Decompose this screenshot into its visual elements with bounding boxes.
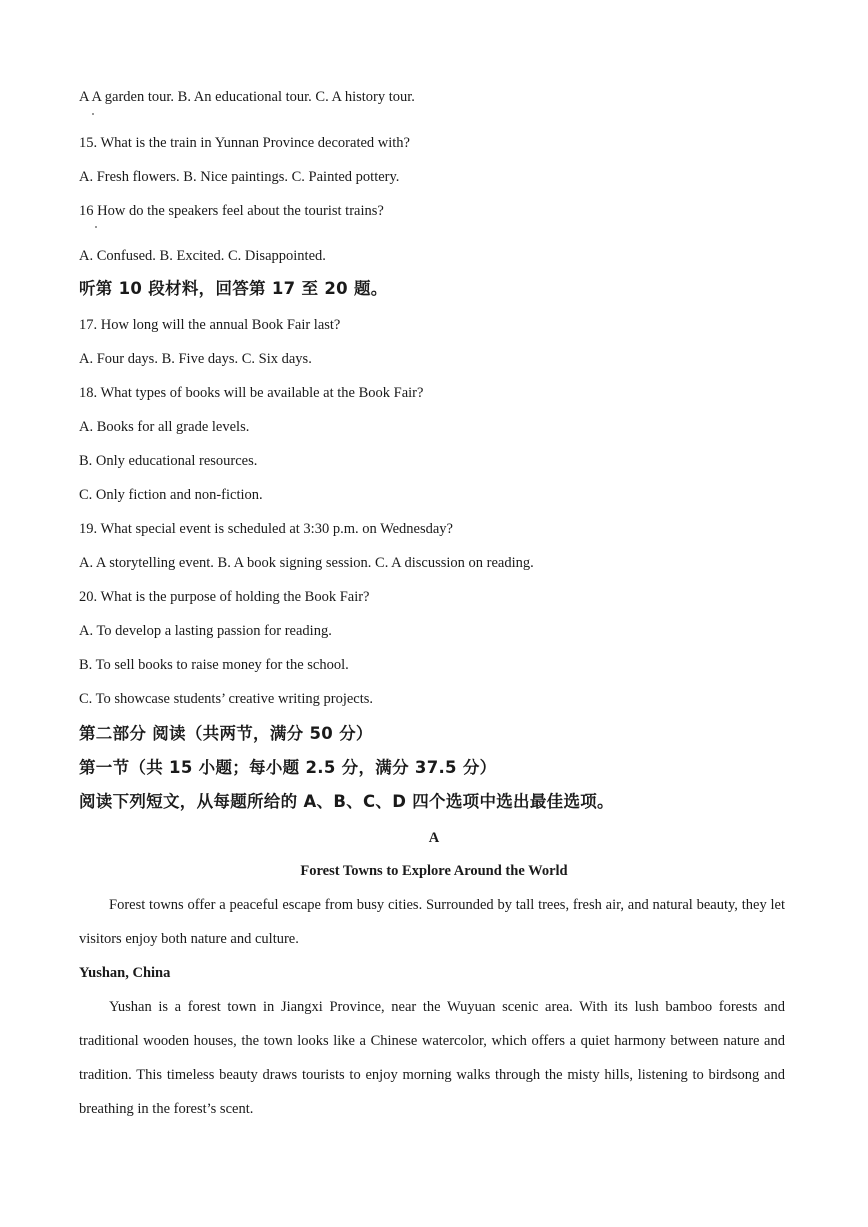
q20-question: 20. What is the purpose of holding the Book Fair? bbox=[79, 589, 370, 605]
q19-options: A. A storytelling event. B. A book signing session. C. A discussion on reading. bbox=[79, 555, 534, 571]
passage-intro: Forest towns offer a peaceful escape from busy cities. Surrounded by tall trees, fresh air, and natural beauty, they let visitors enjoy both nature and culture. bbox=[79, 897, 785, 947]
q15-options: A. Fresh flowers. B. Nice paintings. C. Painted pottery. bbox=[79, 169, 400, 185]
q18-option-a: A. Books for all grade levels. bbox=[79, 419, 250, 435]
q20-option-c: C. To showcase students’ creative writing projects. bbox=[79, 691, 374, 707]
q15-question: 15. What is the train in Yunnan Province decorated with? bbox=[79, 135, 410, 151]
passage-title: Forest Towns to Explore Around the World bbox=[300, 863, 568, 879]
scan-speck bbox=[95, 226, 97, 228]
q20-option-a: A. To develop a lasting passion for reading. bbox=[79, 623, 332, 639]
section-heading-yushan: Yushan, China bbox=[79, 965, 171, 981]
q16-question: 16 How do the speakers feel about the tourist trains? bbox=[79, 203, 384, 219]
q18-question: 18. What types of books will be available at the Book Fair? bbox=[79, 385, 424, 401]
reading-instructions: 阅读下列短文，从每题所给的 A、B、C、D 四个选项中选出最佳选项。 bbox=[79, 792, 614, 811]
q17-options: A. Four days. B. Five days. C. Six days. bbox=[79, 351, 312, 367]
section-heading-material-10: 听第 10 段材料，回答第 17 至 20 题。 bbox=[79, 279, 388, 298]
q19-question: 19. What special event is scheduled at 3:30 p.m. on Wednesday? bbox=[79, 521, 453, 537]
q17-question: 17. How long will the annual Book Fair last? bbox=[79, 317, 341, 333]
q18-option-c: C. Only fiction and non-fiction. bbox=[79, 487, 263, 503]
q18-option-b: B. Only educational resources. bbox=[79, 453, 258, 469]
scan-speck bbox=[92, 113, 94, 115]
q14-options: A A garden tour. B. An educational tour. C. A history tour. bbox=[79, 89, 415, 105]
q16-options: A. Confused. B. Excited. C. Disappointed. bbox=[79, 248, 326, 264]
part-two-heading: 第二部分 阅读（共两节，满分 50 分） bbox=[79, 724, 373, 743]
section-one-heading: 第一节（共 15 小题；每小题 2.5 分，满分 37.5 分） bbox=[79, 758, 497, 777]
passage-label: A bbox=[428, 830, 440, 846]
q20-option-b: B. To sell books to raise money for the school. bbox=[79, 657, 349, 673]
yushan-paragraph: Yushan is a forest town in Jiangxi Province, near the Wuyuan scenic area. With its lush bamboo forests and traditional wooden houses, the town looks like a Chinese watercolor, which offers a quiet harmony between nature and tradition. This timeless beauty draws tourists to enjoy morning walks through the misty hills, listening to birdsong and breathing in the forest’s scent. bbox=[79, 999, 785, 1117]
